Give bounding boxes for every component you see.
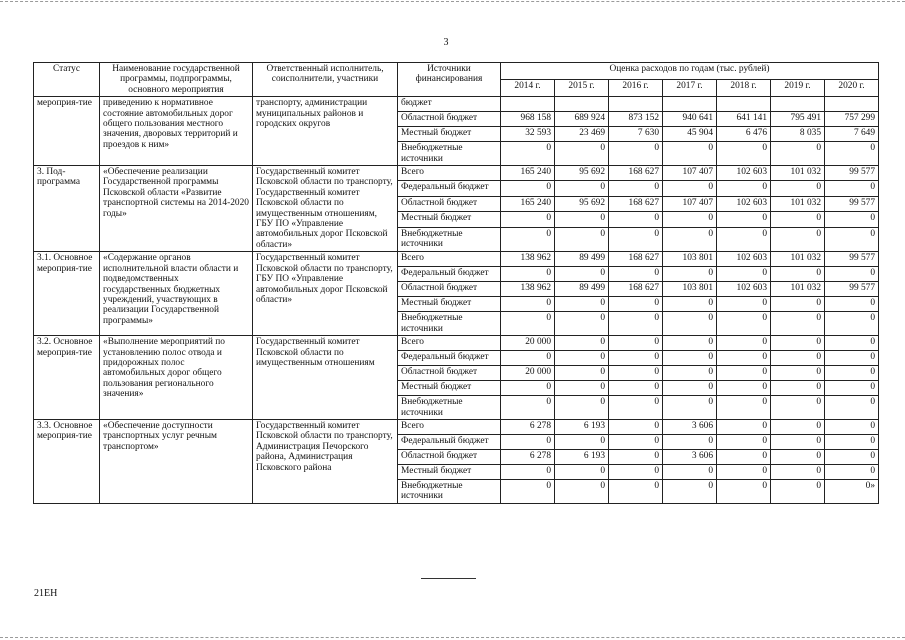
amount-cell: 0 <box>555 464 609 479</box>
amount-cell: 165 240 <box>501 196 555 211</box>
amount-cell: 0 <box>609 181 663 196</box>
amount-cell: 0 <box>501 267 555 282</box>
amount-cell: 0 <box>771 479 825 503</box>
funding-source: бюджет <box>398 97 501 112</box>
scan-edge-bottom <box>0 637 905 638</box>
table-row <box>34 166 879 181</box>
group-responsible: Государственный комитет Псковской области по имущественным отношениям <box>253 336 398 420</box>
amount-cell: 0 <box>555 312 609 336</box>
amount-cell: 102 603 <box>717 166 771 181</box>
group-responsible: Государственный комитет Псковской области по транспорту, Государственный комитет Псковской области по имущественным отношениям, ГБУ ПО «Управление автомобильных дорог Псковской области» <box>253 166 398 252</box>
amount-cell: 101 032 <box>771 282 825 297</box>
amount-cell: 0 <box>609 227 663 252</box>
amount-cell: 0 <box>609 351 663 366</box>
header-year: 2014 г. <box>501 80 555 97</box>
amount-cell: 0 <box>717 381 771 396</box>
amount-cell: 6 278 <box>501 419 555 434</box>
header-year: 2016 г. <box>609 80 663 97</box>
table-header <box>34 63 879 97</box>
amount-cell: 0 <box>501 351 555 366</box>
amount-cell: 0 <box>555 351 609 366</box>
amount-cell: 3 606 <box>663 449 717 464</box>
amount-cell: 0 <box>825 464 879 479</box>
funding-source: Федеральный бюджет <box>398 434 501 449</box>
amount-cell: 0 <box>825 434 879 449</box>
amount-cell: 0 <box>717 479 771 503</box>
funding-source: Областной бюджет <box>398 449 501 464</box>
amount-cell: 0 <box>771 366 825 381</box>
amount-cell: 0 <box>825 181 879 196</box>
amount-cell: 0 <box>501 434 555 449</box>
amount-cell: 101 032 <box>771 166 825 181</box>
amount-cell: 0 <box>555 212 609 227</box>
amount-cell: 0 <box>771 351 825 366</box>
amount-cell: 0 <box>825 336 879 351</box>
amount-cell: 0 <box>609 434 663 449</box>
funding-source: Областной бюджет <box>398 196 501 211</box>
amount-cell: 20 000 <box>501 366 555 381</box>
amount-cell: 0 <box>717 142 771 166</box>
amount-cell: 99 577 <box>825 166 879 181</box>
amount-cell: 0 <box>771 212 825 227</box>
amount-cell: 0 <box>717 227 771 252</box>
amount-cell: 0 <box>501 227 555 252</box>
amount-cell: 795 491 <box>771 112 825 127</box>
amount-cell: 0 <box>663 212 717 227</box>
footer-code: 21ЕН <box>34 588 58 599</box>
amount-cell: 0 <box>825 396 879 420</box>
header-estimate: Оценка расходов по годам (тыс. рублей) <box>501 63 879 80</box>
amount-cell: 873 152 <box>609 112 663 127</box>
amount-cell: 940 641 <box>663 112 717 127</box>
amount-cell: 0 <box>555 336 609 351</box>
amount-cell: 0 <box>717 396 771 420</box>
amount-cell <box>609 97 663 112</box>
amount-cell: 0 <box>609 419 663 434</box>
amount-cell: 138 962 <box>501 282 555 297</box>
amount-cell: 0 <box>825 142 879 166</box>
amount-cell: 0 <box>825 227 879 252</box>
amount-cell: 6 193 <box>555 419 609 434</box>
funding-source: Всего <box>398 419 501 434</box>
amount-cell: 0 <box>663 267 717 282</box>
group-status: 3.3. Основное мероприя-тие <box>34 419 100 503</box>
amount-cell: 0 <box>825 297 879 312</box>
amount-cell: 0 <box>663 381 717 396</box>
amount-cell: 0 <box>555 267 609 282</box>
amount-cell: 0 <box>717 297 771 312</box>
amount-cell: 99 577 <box>825 196 879 211</box>
amount-cell: 6 476 <box>717 127 771 142</box>
amount-cell: 0 <box>825 419 879 434</box>
table-row <box>34 419 879 434</box>
funding-source: Внебюджетные источники <box>398 227 501 252</box>
amount-cell: 0 <box>717 181 771 196</box>
group-name: приведению к нормативное состояние автомобильных дорог общего пользования местного значения, дворовых территорий и проездов к ним» <box>100 97 253 166</box>
header-year: 2020 г. <box>825 80 879 97</box>
amount-cell: 45 904 <box>663 127 717 142</box>
group-status: 3.2. Основное мероприя-тие <box>34 336 100 420</box>
group-responsible: транспорту, администрации муниципальных районов и городских округов <box>253 97 398 166</box>
header-year: 2018 г. <box>717 80 771 97</box>
funding-source: Областной бюджет <box>398 282 501 297</box>
amount-cell: 0 <box>501 142 555 166</box>
amount-cell <box>771 97 825 112</box>
amount-cell: 95 692 <box>555 166 609 181</box>
group-name: «Выполнение мероприятий по установлению полос отвода и придорожных полос автомобильных дорог общего пользования регионального значения» <box>100 336 253 420</box>
amount-cell: 0 <box>663 297 717 312</box>
amount-cell: 0 <box>501 312 555 336</box>
amount-cell: 0» <box>825 479 879 503</box>
amount-cell: 0 <box>555 396 609 420</box>
amount-cell: 0 <box>771 227 825 252</box>
amount-cell: 0 <box>771 312 825 336</box>
amount-cell: 0 <box>825 212 879 227</box>
amount-cell: 0 <box>663 366 717 381</box>
signature-line <box>421 578 476 579</box>
group-name: «Обеспечение доступности транспортных услуг речным транспортом» <box>100 419 253 503</box>
amount-cell: 0 <box>501 297 555 312</box>
budget-table <box>33 62 879 504</box>
amount-cell: 138 962 <box>501 252 555 267</box>
funding-source: Местный бюджет <box>398 212 501 227</box>
amount-cell: 0 <box>717 419 771 434</box>
amount-cell: 0 <box>771 434 825 449</box>
amount-cell: 0 <box>717 434 771 449</box>
amount-cell: 168 627 <box>609 166 663 181</box>
amount-cell: 0 <box>555 297 609 312</box>
amount-cell: 0 <box>609 479 663 503</box>
amount-cell: 0 <box>825 449 879 464</box>
funding-source: Внебюджетные источники <box>398 142 501 166</box>
amount-cell: 0 <box>609 464 663 479</box>
amount-cell: 6 278 <box>501 449 555 464</box>
amount-cell: 101 032 <box>771 252 825 267</box>
amount-cell: 0 <box>555 381 609 396</box>
amount-cell: 0 <box>609 267 663 282</box>
amount-cell: 0 <box>609 336 663 351</box>
header-year: 2015 г. <box>555 80 609 97</box>
amount-cell: 20 000 <box>501 336 555 351</box>
funding-source: Местный бюджет <box>398 381 501 396</box>
amount-cell: 0 <box>555 366 609 381</box>
funding-source: Федеральный бюджет <box>398 351 501 366</box>
group-status: 3.1. Основное мероприя-тие <box>34 252 100 336</box>
amount-cell: 95 692 <box>555 196 609 211</box>
funding-source: Местный бюджет <box>398 297 501 312</box>
amount-cell: 23 469 <box>555 127 609 142</box>
amount-cell: 3 606 <box>663 419 717 434</box>
funding-source: Местный бюджет <box>398 464 501 479</box>
amount-cell: 103 801 <box>663 282 717 297</box>
funding-source: Федеральный бюджет <box>398 267 501 282</box>
amount-cell: 99 577 <box>825 282 879 297</box>
amount-cell: 0 <box>501 479 555 503</box>
amount-cell: 107 407 <box>663 196 717 211</box>
amount-cell <box>825 97 879 112</box>
amount-cell: 0 <box>501 381 555 396</box>
amount-cell: 89 499 <box>555 282 609 297</box>
amount-cell: 89 499 <box>555 252 609 267</box>
amount-cell: 0 <box>609 381 663 396</box>
header-name: Наименование государственной программы, подпрограммы, основного мероприятия <box>100 63 253 97</box>
amount-cell: 0 <box>771 419 825 434</box>
header-responsible: Ответственный исполнитель, соисполнители, участники <box>253 63 398 97</box>
amount-cell: 0 <box>555 434 609 449</box>
amount-cell: 0 <box>825 312 879 336</box>
group-status: 3. Под-программа <box>34 166 100 252</box>
group-responsible: Государственный комитет Псковской области по транспорту, Администрация Печорского района, Администрация Псковского района <box>253 419 398 503</box>
group-name: «Содержание органов исполнительной власти области и подведомственных государственных бюджетных учреждений, участвующих в реализации Государственной программы» <box>100 252 253 336</box>
amount-cell: 0 <box>771 336 825 351</box>
funding-source: Внебюджетные источники <box>398 396 501 420</box>
header-status: Статус <box>34 63 100 97</box>
amount-cell: 0 <box>825 381 879 396</box>
amount-cell: 0 <box>501 212 555 227</box>
page-number: 3 <box>443 37 449 48</box>
amount-cell: 0 <box>717 449 771 464</box>
amount-cell: 0 <box>717 312 771 336</box>
amount-cell: 168 627 <box>609 282 663 297</box>
funding-source: Областной бюджет <box>398 366 501 381</box>
amount-cell: 0 <box>663 351 717 366</box>
amount-cell <box>555 97 609 112</box>
funding-source: Внебюджетные источники <box>398 479 501 503</box>
scan-edge-top <box>0 1 905 2</box>
amount-cell: 0 <box>609 212 663 227</box>
amount-cell: 0 <box>825 366 879 381</box>
amount-cell: 0 <box>663 181 717 196</box>
group-name: «Обеспечение реализации Государственной программы Псковской области «Развитие транспортной системы на 2014-2020 годы» <box>100 166 253 252</box>
amount-cell: 0 <box>663 434 717 449</box>
amount-cell: 101 032 <box>771 196 825 211</box>
amount-cell: 0 <box>663 479 717 503</box>
amount-cell: 102 603 <box>717 282 771 297</box>
amount-cell: 7 630 <box>609 127 663 142</box>
amount-cell: 7 649 <box>825 127 879 142</box>
funding-source: Всего <box>398 336 501 351</box>
amount-cell: 0 <box>609 396 663 420</box>
amount-cell: 168 627 <box>609 196 663 211</box>
amount-cell: 6 193 <box>555 449 609 464</box>
amount-cell: 0 <box>663 312 717 336</box>
amount-cell: 0 <box>609 297 663 312</box>
table-row <box>34 336 879 351</box>
funding-source: Всего <box>398 166 501 181</box>
amount-cell: 0 <box>717 267 771 282</box>
header-year: 2017 г. <box>663 80 717 97</box>
amount-cell: 165 240 <box>501 166 555 181</box>
amount-cell: 99 577 <box>825 252 879 267</box>
amount-cell: 107 407 <box>663 166 717 181</box>
amount-cell: 0 <box>825 267 879 282</box>
amount-cell: 0 <box>771 464 825 479</box>
table-row <box>34 97 879 112</box>
amount-cell <box>663 97 717 112</box>
amount-cell: 0 <box>555 227 609 252</box>
amount-cell: 0 <box>825 351 879 366</box>
table-row <box>34 252 879 267</box>
amount-cell: 641 141 <box>717 112 771 127</box>
amount-cell: 0 <box>555 181 609 196</box>
funding-source: Областной бюджет <box>398 112 501 127</box>
amount-cell: 0 <box>609 142 663 166</box>
amount-cell: 0 <box>771 181 825 196</box>
amount-cell: 0 <box>663 396 717 420</box>
group-status: мероприя-тие <box>34 97 100 166</box>
amount-cell: 168 627 <box>609 252 663 267</box>
amount-cell: 0 <box>663 227 717 252</box>
amount-cell: 0 <box>771 396 825 420</box>
amount-cell: 0 <box>501 181 555 196</box>
amount-cell: 0 <box>771 297 825 312</box>
amount-cell: 0 <box>771 142 825 166</box>
amount-cell: 968 158 <box>501 112 555 127</box>
amount-cell: 0 <box>717 351 771 366</box>
amount-cell: 103 801 <box>663 252 717 267</box>
amount-cell: 0 <box>717 336 771 351</box>
amount-cell: 689 924 <box>555 112 609 127</box>
amount-cell: 8 035 <box>771 127 825 142</box>
amount-cell: 0 <box>501 396 555 420</box>
header-year: 2019 г. <box>771 80 825 97</box>
funding-source: Местный бюджет <box>398 127 501 142</box>
amount-cell: 0 <box>555 142 609 166</box>
amount-cell <box>717 97 771 112</box>
funding-source: Внебюджетные источники <box>398 312 501 336</box>
amount-cell: 0 <box>717 212 771 227</box>
amount-cell: 0 <box>609 366 663 381</box>
header-sources: Источники финансирования <box>398 63 501 97</box>
amount-cell: 0 <box>501 464 555 479</box>
amount-cell: 757 299 <box>825 112 879 127</box>
amount-cell: 102 603 <box>717 252 771 267</box>
amount-cell: 0 <box>771 267 825 282</box>
amount-cell: 0 <box>717 366 771 381</box>
amount-cell: 0 <box>663 336 717 351</box>
amount-cell: 0 <box>663 464 717 479</box>
amount-cell: 0 <box>609 449 663 464</box>
amount-cell: 0 <box>771 449 825 464</box>
amount-cell: 0 <box>555 479 609 503</box>
amount-cell: 102 603 <box>717 196 771 211</box>
amount-cell: 0 <box>609 312 663 336</box>
group-responsible: Государственный комитет Псковской области по транспорту, ГБУ ПО «Управление автомобильных дорог Псковской области» <box>253 252 398 336</box>
amount-cell <box>501 97 555 112</box>
amount-cell: 0 <box>771 381 825 396</box>
amount-cell: 32 593 <box>501 127 555 142</box>
funding-source: Федеральный бюджет <box>398 181 501 196</box>
amount-cell: 0 <box>663 142 717 166</box>
table-body <box>34 97 879 504</box>
funding-source: Всего <box>398 252 501 267</box>
amount-cell: 0 <box>717 464 771 479</box>
